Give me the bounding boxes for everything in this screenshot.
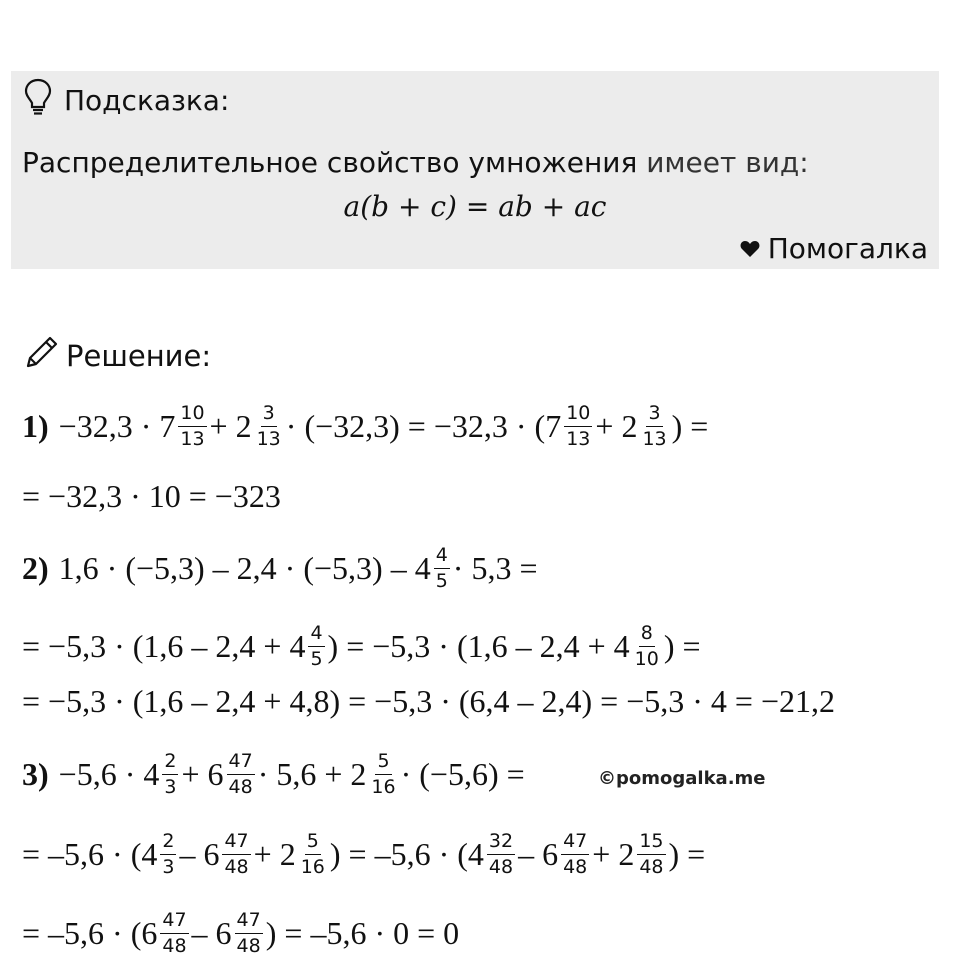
expr-text: + 2 <box>592 835 635 872</box>
expr-text: + 6 <box>181 755 224 792</box>
brand-name: Помогалка <box>767 232 928 265</box>
fraction-denominator: 48 <box>236 934 261 957</box>
fraction-denominator: 48 <box>488 855 514 878</box>
fraction-denominator: 5 <box>310 647 323 670</box>
fraction <box>160 829 176 878</box>
hint-rule-rest: имеет вид: <box>637 146 809 179</box>
fraction-denominator: 13 <box>256 427 281 450</box>
fraction <box>255 401 283 450</box>
fraction <box>637 829 665 878</box>
expr-text: + 2 <box>595 407 638 444</box>
fraction <box>369 749 397 798</box>
fraction <box>487 829 515 878</box>
solution-line-6 <box>22 744 525 804</box>
hint-title: Подсказка: <box>64 83 230 117</box>
expr-text: · 5,3 = <box>452 549 538 586</box>
fraction-denominator: 10 <box>634 647 659 670</box>
fraction-numerator: 47 <box>561 832 589 855</box>
fraction <box>434 543 450 592</box>
expr-text: −32,3 · 7 <box>58 407 176 444</box>
fraction-denominator: 3 <box>164 775 177 798</box>
solution-line-1 <box>22 396 708 456</box>
fraction-denominator: 13 <box>642 427 667 450</box>
solution-line-2 <box>22 476 281 516</box>
expr-text: + 2 <box>209 407 252 444</box>
expr-text: ) = –5,6 · 0 = 0 <box>265 914 460 951</box>
fraction-denominator: 3 <box>162 855 175 878</box>
fraction <box>162 749 178 798</box>
expr-text: = −5,3 · (1,6 – 2,4 + 4 <box>22 627 306 664</box>
fraction <box>160 908 188 957</box>
hint-rule-bold: Распределительное свойство умножения <box>22 146 638 179</box>
fraction-numerator: 4 <box>308 624 324 647</box>
fraction-numerator: 4 <box>434 546 450 569</box>
fraction-numerator: 2 <box>162 752 178 775</box>
fraction <box>222 829 250 878</box>
hint-formula: a(b + c) = ab + ac <box>343 190 607 223</box>
fraction <box>561 829 589 878</box>
item-number: 3) <box>22 755 49 792</box>
fraction <box>235 908 263 957</box>
solution-line-4 <box>22 616 701 676</box>
fraction-numerator: 32 <box>487 832 515 855</box>
expr-text: – 6 <box>191 914 232 951</box>
solution-line-8 <box>22 903 459 963</box>
fraction-numerator: 3 <box>646 404 662 427</box>
fraction <box>308 621 324 670</box>
lightbulb-icon <box>24 78 52 123</box>
fraction-numerator: 5 <box>305 832 321 855</box>
fraction <box>299 829 327 878</box>
fraction-numerator: 15 <box>637 832 665 855</box>
fraction-numerator: 47 <box>222 832 250 855</box>
fraction-numerator: 3 <box>261 404 277 427</box>
expr-text: – 6 <box>179 835 220 872</box>
fraction-denominator: 16 <box>371 775 396 798</box>
fraction-numerator: 47 <box>160 911 188 934</box>
fraction-denominator: 48 <box>639 855 664 878</box>
hint-rule <box>22 146 809 179</box>
fraction-denominator: 5 <box>435 569 448 592</box>
fraction-numerator: 10 <box>564 404 592 427</box>
fraction <box>564 401 592 450</box>
expr-text: ) = <box>668 835 706 872</box>
expr-text: = −5,3 · (1,6 – 2,4 + 4,8) = −5,3 · (6,4 – 2,4) = −5,3 · 4 = −21,2 <box>22 682 836 719</box>
fraction-denominator: 48 <box>563 855 588 878</box>
expr-text: · (−5,6) = <box>400 755 525 792</box>
fraction-denominator: 16 <box>300 855 325 878</box>
fraction-numerator: 5 <box>375 752 391 775</box>
expr-text: ) = –5,6 · (4 <box>329 835 484 872</box>
fraction <box>640 401 668 450</box>
fraction <box>227 749 255 798</box>
fraction-denominator: 48 <box>162 934 187 957</box>
expr-text: ) = −5,3 · (1,6 – 2,4 + 4 <box>327 627 630 664</box>
solution-header <box>24 334 211 377</box>
watermark: ©pomogalka.me <box>598 768 766 789</box>
expr-text: – 6 <box>518 835 559 872</box>
fraction-numerator: 8 <box>639 624 655 647</box>
solution-line-3 <box>22 538 537 598</box>
expr-text: ) = <box>663 627 701 664</box>
expr-text: ) = <box>671 407 709 444</box>
fraction <box>178 401 206 450</box>
fraction-numerator: 2 <box>160 832 176 855</box>
expr-text: = –5,6 · (4 <box>22 835 158 872</box>
expr-text: = −32,3 · 10 = −323 <box>22 477 281 514</box>
fraction-denominator: 13 <box>566 427 591 450</box>
fraction-denominator: 13 <box>180 427 205 450</box>
item-number: 2) <box>22 549 49 586</box>
fraction-numerator: 47 <box>227 752 255 775</box>
item-number: 1) <box>22 407 49 444</box>
fraction <box>633 621 661 670</box>
expr-text: 1,6 · (−5,3) – 2,4 · (−5,3) – 4 <box>58 549 431 586</box>
hint-header <box>24 80 229 120</box>
expr-text: · 5,6 + 2 <box>257 755 367 792</box>
expr-text: + 2 <box>253 835 296 872</box>
expr-text: −5,6 · 4 <box>58 755 160 792</box>
fraction-denominator: 48 <box>224 855 249 878</box>
brand-label <box>740 232 928 265</box>
fraction-numerator: 10 <box>178 404 206 427</box>
pencil-icon <box>24 334 60 377</box>
expr-text: = –5,6 · (6 <box>22 914 158 951</box>
heart-icon <box>740 232 760 265</box>
fraction-denominator: 48 <box>228 775 253 798</box>
solution-line-7 <box>22 824 705 884</box>
solution-line-5 <box>22 681 835 721</box>
fraction-numerator: 47 <box>235 911 263 934</box>
solution-title: Решение: <box>66 338 212 373</box>
expr-text: · (−32,3) = −32,3 · (7 <box>285 407 562 444</box>
